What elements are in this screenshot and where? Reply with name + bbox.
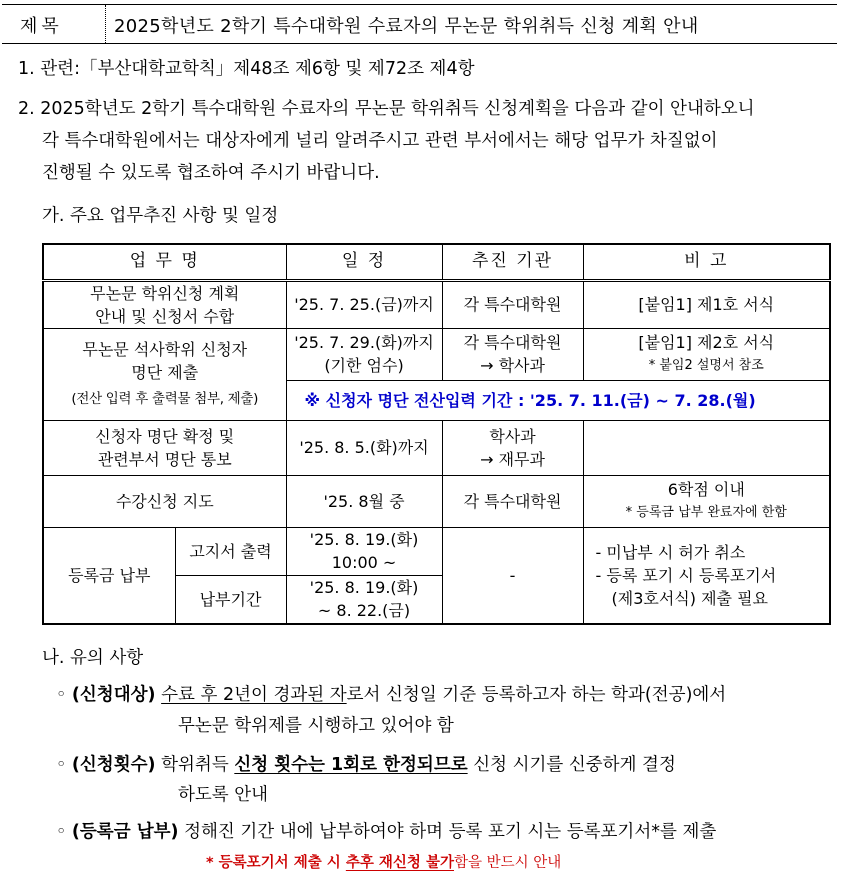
task-cell bbox=[43, 280, 286, 328]
date-cell: '25. 7. 25.(금)까지 bbox=[286, 280, 442, 328]
header-note: 비 고 bbox=[583, 244, 830, 280]
note-head: (등록금 납부) bbox=[71, 822, 179, 842]
note-warning bbox=[206, 850, 561, 876]
date-text: ~ 8. 22.(금) bbox=[317, 601, 411, 621]
date-cell: '25. 8. 5.(화)까지 bbox=[286, 420, 442, 475]
note-head: (신청대상) bbox=[71, 685, 156, 705]
org-text: → 학사과 bbox=[480, 356, 545, 375]
note-text: 신청 시기를 신중하게 결정 bbox=[473, 755, 676, 775]
table-row bbox=[43, 328, 830, 380]
task-text: 신청자 명단 확정 및 bbox=[95, 426, 235, 446]
note-text: 6학점 이내 bbox=[667, 480, 745, 499]
task-cell bbox=[43, 328, 286, 420]
bullet-icon: ◦ bbox=[56, 755, 67, 775]
subtask-cell: 납부기간 bbox=[175, 575, 286, 624]
task-cell: 수강신청 지도 bbox=[43, 475, 286, 527]
warning-text: * 등록포기서 제출 시 bbox=[206, 855, 346, 871]
task-text: 안내 및 신청서 수합 bbox=[95, 306, 235, 326]
note-emphasis: 신청 횟수는 1회로 한정되므로 bbox=[234, 755, 468, 775]
org-cell: 각 특수대학원 bbox=[442, 475, 583, 527]
note-text: [붙임1] 제2호 서식 bbox=[638, 333, 775, 352]
paragraph-2-line-1: 2. 2025학년도 2학기 특수대학원 수료자의 무논문 학위취득 신청계획을 다음과 같이 안내하오니 bbox=[18, 99, 755, 119]
org-text: → 재무과 bbox=[480, 449, 545, 469]
task-text: 무논문 석사학위 신청자 bbox=[82, 339, 248, 359]
task-cell bbox=[43, 420, 286, 475]
note-item-3 bbox=[56, 819, 716, 845]
note-item-1 bbox=[56, 682, 726, 708]
date-cell bbox=[286, 328, 442, 380]
date-cell bbox=[286, 527, 442, 575]
warning-text: 함을 반드시 안내 bbox=[454, 855, 562, 871]
task-subnote: (전산 입력 후 출력물 첨부, 제출) bbox=[71, 390, 259, 407]
task-text: 무논문 학위신청 계획 bbox=[90, 283, 240, 303]
note-item-2-cont: 하도록 안내 bbox=[178, 785, 269, 805]
org-cell: 각 특수대학원 bbox=[442, 280, 583, 328]
org-cell bbox=[442, 328, 583, 380]
table-row bbox=[43, 280, 830, 328]
org-text: 학사과 bbox=[489, 426, 536, 446]
subtask-cell: 고지서 출력 bbox=[175, 527, 286, 575]
note-head: (신청횟수) bbox=[71, 755, 156, 775]
date-cell bbox=[286, 575, 442, 624]
document-title: 2025학년도 2학기 특수대학원 수료자의 무논문 학위취득 신청 계획 안내 bbox=[114, 16, 699, 37]
note-cell bbox=[583, 527, 830, 624]
title-label: 제목 bbox=[20, 16, 63, 37]
title-divider bbox=[105, 5, 106, 43]
date-text: '25. 8. 19.(화) bbox=[309, 530, 419, 549]
table-row bbox=[43, 420, 830, 475]
paragraph-1: 1. 관련:「부산대학교학칙」제48조 제6항 및 제72조 제4항 bbox=[18, 59, 475, 79]
table-row bbox=[43, 475, 830, 527]
note-cell: [붙임1] 제1호 서식 bbox=[583, 280, 830, 328]
note-item-1-cont: 무논문 학위제를 시행하고 있어야 함 bbox=[178, 716, 454, 736]
date-cell: '25. 8월 중 bbox=[286, 475, 442, 527]
header-schedule: 일 정 bbox=[286, 244, 442, 280]
schedule-table bbox=[42, 243, 831, 625]
date-text: 10:00 ~ bbox=[331, 553, 397, 572]
date-text: '25. 7. 29.(화)까지 bbox=[294, 333, 434, 352]
org-cell bbox=[442, 420, 583, 475]
bullet-icon: ◦ bbox=[56, 822, 67, 842]
note-text: (제3호서식) 제출 필요 bbox=[611, 588, 768, 608]
note-emphasis: 수료 후 2년이 경과된 자 bbox=[161, 685, 347, 705]
header-org: 추진 기관 bbox=[442, 244, 583, 280]
note-text: 로서 신청일 기준 등록하고자 하는 학과(전공)에서 bbox=[346, 685, 727, 705]
org-text: 각 특수대학원 bbox=[463, 333, 562, 352]
section-a-heading: 가. 주요 업무추진 사항 및 일정 bbox=[42, 206, 279, 226]
note-text: - 미납부 시 허가 취소 bbox=[595, 542, 746, 562]
note-cell bbox=[583, 475, 830, 527]
note-cell bbox=[583, 420, 830, 475]
input-period-highlight: ※ 신청자 명단 전산입력 기간 : '25. 7. 11.(금) ~ 7. 28.(월) bbox=[286, 380, 830, 420]
title-row bbox=[2, 4, 837, 44]
note-text: - 등록 포기 시 등록포기서 bbox=[595, 565, 777, 585]
bullet-icon: ◦ bbox=[56, 685, 67, 705]
paragraph-2-line-2: 각 특수대학원에서는 대상자에게 널리 알려주시고 관련 부서에서는 해당 업무가 차질없이 bbox=[42, 131, 718, 151]
section-b-heading: 나. 유의 사항 bbox=[42, 648, 144, 668]
note-cell bbox=[583, 328, 830, 380]
task-text: 관련부서 명단 통보 bbox=[97, 449, 232, 469]
org-cell: - bbox=[442, 527, 583, 624]
table-header-row bbox=[43, 244, 830, 280]
date-text: (기한 엄수) bbox=[324, 356, 404, 375]
note-item-2 bbox=[56, 752, 676, 778]
date-text: '25. 8. 19.(화) bbox=[309, 578, 419, 598]
note-text: 학위취득 bbox=[161, 755, 229, 775]
header-task: 업 무 명 bbox=[43, 244, 286, 280]
warning-emphasis: 추후 재신청 불가 bbox=[345, 855, 454, 871]
paragraph-2-line-3: 진행될 수 있도록 협조하여 주시기 바랍니다. bbox=[42, 163, 380, 183]
note-text: * 붙임2 설명서 참조 bbox=[648, 358, 764, 373]
group-cell: 등록금 납부 bbox=[43, 527, 175, 624]
task-text: 명단 제출 bbox=[131, 362, 199, 382]
note-text: 정해진 기간 내에 납부하여야 하며 등록 포기 시는 등록포기서*를 제출 bbox=[184, 822, 717, 842]
table-row bbox=[43, 527, 830, 575]
note-text: * 등록금 납부 완료자에 한함 bbox=[625, 505, 787, 520]
